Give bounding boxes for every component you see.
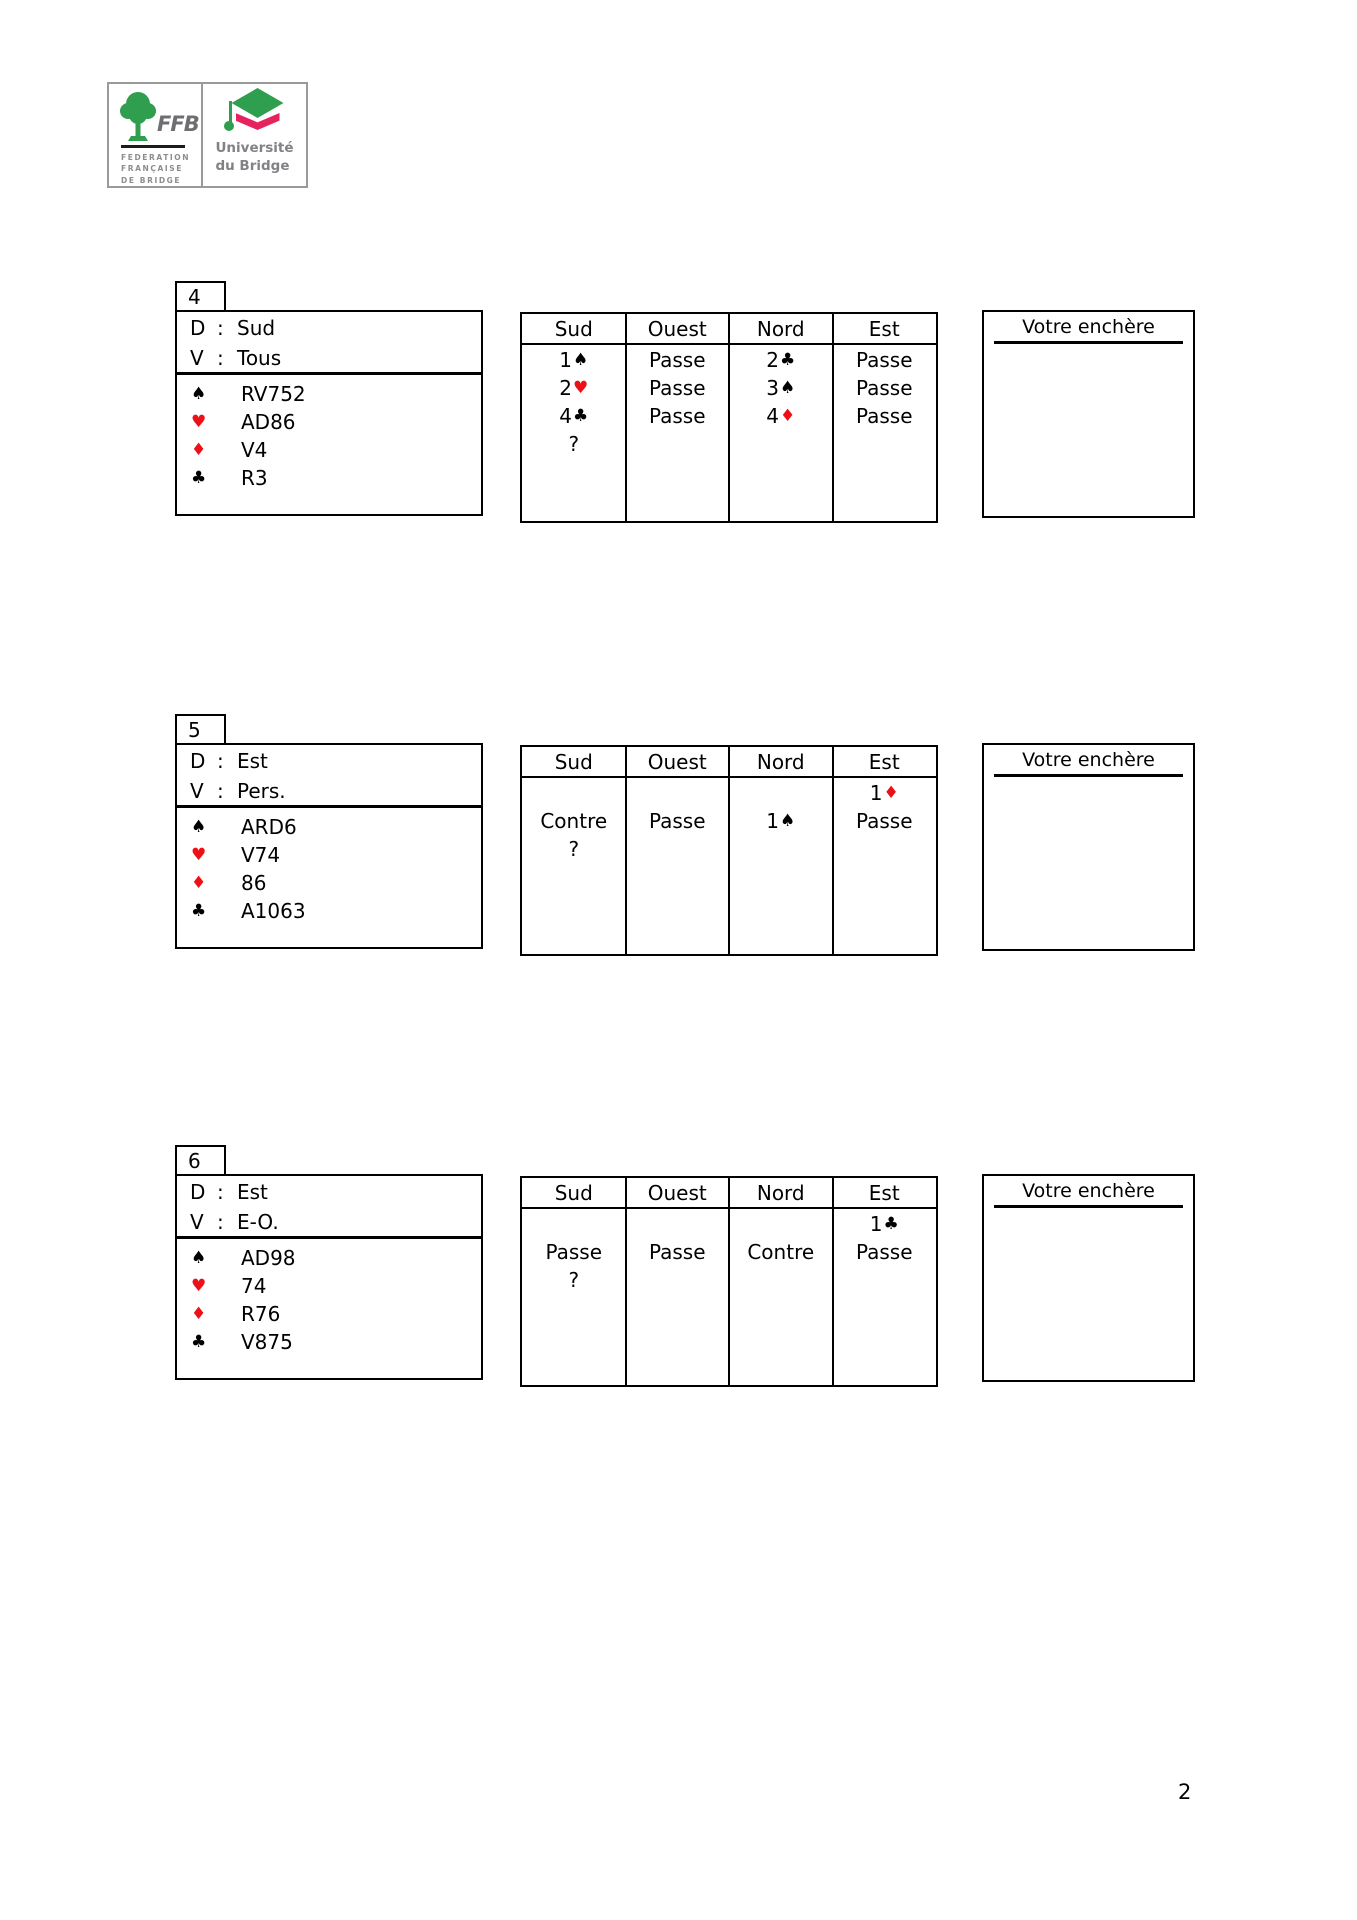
dealer-value: Est bbox=[237, 749, 268, 773]
your-bid-label: Votre enchère bbox=[1022, 1180, 1155, 1202]
club-icon: ♣ bbox=[883, 1213, 899, 1234]
bid-cell bbox=[626, 779, 730, 807]
bid-level: 1 bbox=[766, 809, 779, 833]
hand-cards: V4 bbox=[241, 438, 268, 462]
spade-icon: ♠ bbox=[191, 816, 207, 837]
bid-col-header: Sud bbox=[554, 1180, 593, 1205]
bid-cell: Passe bbox=[545, 1240, 603, 1264]
your-bid-box bbox=[982, 1174, 1195, 1382]
hand-row bbox=[191, 436, 481, 464]
universite-line: du Bridge bbox=[215, 157, 290, 174]
bid-col-header: Sud bbox=[554, 749, 593, 774]
club-icon: ♣ bbox=[779, 349, 796, 370]
problem-number: 5 bbox=[188, 717, 201, 742]
ffb-name-line: DE BRIDGE bbox=[121, 175, 182, 185]
bid-level: 1 bbox=[869, 1212, 883, 1236]
dealer-value: Sud bbox=[237, 316, 276, 340]
bid-cell bbox=[833, 779, 937, 807]
vul-label: V bbox=[190, 779, 204, 803]
hand-suits bbox=[177, 1239, 481, 1356]
hand-box bbox=[175, 310, 483, 516]
bid-cell: Contre bbox=[540, 809, 608, 833]
bid-cell bbox=[729, 346, 833, 374]
cap-board-shape bbox=[232, 88, 284, 118]
hand-cards: R76 bbox=[241, 1302, 281, 1326]
hand-suits bbox=[177, 808, 481, 925]
bid-level: 4 bbox=[559, 404, 572, 428]
hand-cards: 74 bbox=[241, 1274, 267, 1298]
diamond-icon: ♦ bbox=[191, 872, 207, 893]
bid-cell bbox=[522, 346, 626, 374]
ffb-full-name bbox=[121, 152, 199, 186]
bid-cell: Passe bbox=[855, 376, 913, 400]
bid-cell: ? bbox=[568, 432, 580, 456]
vul-label: V bbox=[190, 346, 204, 370]
column-divider bbox=[728, 1178, 730, 1385]
hand-row bbox=[191, 813, 481, 841]
hand-cards: ARD6 bbox=[241, 815, 297, 839]
bid-cell bbox=[626, 430, 730, 458]
bid-col-header: Nord bbox=[756, 1180, 805, 1205]
club-icon: ♣ bbox=[191, 467, 207, 488]
hand-row bbox=[191, 464, 481, 492]
diamond-icon: ♦ bbox=[191, 439, 207, 460]
hand-cards: R3 bbox=[241, 466, 268, 490]
heart-icon: ♥ bbox=[572, 377, 589, 398]
dealer-colon: : bbox=[217, 316, 224, 340]
heart-icon: ♥ bbox=[191, 411, 207, 432]
bid-cell bbox=[833, 1266, 937, 1294]
ffb-name-line: FRANÇAISE bbox=[121, 164, 184, 174]
problem-number-box bbox=[175, 1145, 226, 1176]
bid-cell bbox=[522, 402, 626, 430]
bid-level: 1 bbox=[559, 348, 572, 372]
diamond-icon: ♦ bbox=[779, 405, 796, 426]
dealer-row bbox=[190, 1177, 481, 1207]
spade-icon: ♠ bbox=[191, 383, 207, 404]
bid-level: 2 bbox=[559, 376, 572, 400]
your-bid-underline bbox=[994, 341, 1183, 344]
hand-row bbox=[191, 1328, 481, 1356]
spade-icon: ♠ bbox=[779, 377, 796, 398]
column-divider bbox=[832, 314, 834, 521]
column-divider bbox=[625, 747, 627, 954]
hand-row bbox=[191, 408, 481, 436]
hand-cards: V875 bbox=[241, 1330, 293, 1354]
bid-col-header: Ouest bbox=[647, 316, 707, 341]
deal-info bbox=[177, 1176, 481, 1239]
bid-level: 2 bbox=[766, 348, 779, 372]
vul-value: Tous bbox=[237, 346, 282, 370]
hand-row bbox=[191, 1244, 481, 1272]
dealer-row bbox=[190, 313, 481, 343]
dealer-colon: : bbox=[217, 1180, 224, 1204]
vul-colon: : bbox=[217, 1210, 224, 1234]
bid-cell: Passe bbox=[855, 348, 913, 372]
bid-cell bbox=[729, 374, 833, 402]
vul-colon: : bbox=[217, 346, 224, 370]
bid-cell bbox=[522, 374, 626, 402]
problem-number: 4 bbox=[188, 284, 201, 309]
vul-value: Pers. bbox=[237, 779, 286, 803]
your-bid-box bbox=[982, 743, 1195, 951]
dealer-label: D bbox=[190, 316, 206, 340]
deal-info bbox=[177, 312, 481, 375]
dealer-label: D bbox=[190, 1180, 206, 1204]
hand-row bbox=[191, 897, 481, 925]
hand-cards: RV752 bbox=[241, 382, 306, 406]
vulnerability-row bbox=[190, 1207, 481, 1237]
bid-col-header: Est bbox=[868, 1180, 900, 1205]
dealer-label: D bbox=[190, 749, 206, 773]
deal-info bbox=[177, 745, 481, 808]
bid-col-header: Sud bbox=[554, 316, 593, 341]
spade-icon: ♠ bbox=[191, 1247, 207, 1268]
bid-level: 3 bbox=[766, 376, 779, 400]
club-icon: ♣ bbox=[191, 1331, 207, 1352]
your-bid-underline bbox=[994, 774, 1183, 777]
hand-cards: AD86 bbox=[241, 410, 296, 434]
bid-cell bbox=[626, 1210, 730, 1238]
bid-cell: Passe bbox=[855, 404, 913, 428]
heart-icon: ♥ bbox=[191, 1275, 207, 1296]
bid-cell bbox=[729, 807, 833, 835]
ffb-divider-bar bbox=[121, 145, 185, 148]
bid-cell bbox=[833, 430, 937, 458]
problem-number-box bbox=[175, 281, 226, 312]
vulnerability-row bbox=[190, 343, 481, 373]
bid-cell: Passe bbox=[855, 1240, 913, 1264]
hand-box bbox=[175, 1174, 483, 1380]
problem-block bbox=[175, 714, 1205, 959]
page-number: 2 bbox=[1178, 1780, 1192, 1804]
your-bid-underline bbox=[994, 1205, 1183, 1208]
bidding-table bbox=[520, 745, 938, 956]
ffb-logo bbox=[107, 82, 308, 188]
ffb-acronym: FFB bbox=[157, 112, 199, 136]
bid-cell bbox=[729, 1210, 833, 1238]
cap-tassel bbox=[229, 101, 232, 122]
bid-col-header: Nord bbox=[756, 749, 805, 774]
hand-row bbox=[191, 869, 481, 897]
bid-cell bbox=[729, 779, 833, 807]
column-divider bbox=[728, 314, 730, 521]
club-icon: ♣ bbox=[572, 405, 589, 426]
bid-col-header: Est bbox=[868, 749, 900, 774]
bid-cell bbox=[729, 430, 833, 458]
bid-cell: Passe bbox=[648, 348, 706, 372]
bid-cell bbox=[833, 835, 937, 863]
diamond-icon: ♦ bbox=[191, 1303, 207, 1324]
heart-icon: ♥ bbox=[191, 844, 207, 865]
bid-cell: Passe bbox=[648, 376, 706, 400]
bid-cell: Passe bbox=[648, 1240, 706, 1264]
bid-cell bbox=[522, 779, 626, 807]
spade-icon: ♠ bbox=[779, 810, 796, 831]
bid-cell: ? bbox=[568, 1268, 580, 1292]
bid-level: 1 bbox=[869, 781, 883, 805]
bid-cell: Passe bbox=[648, 809, 706, 833]
bid-cell: Passe bbox=[648, 404, 706, 428]
column-divider bbox=[728, 747, 730, 954]
bid-cell bbox=[729, 835, 833, 863]
vul-value: E-O. bbox=[237, 1210, 279, 1234]
hand-suits bbox=[177, 375, 481, 492]
dealer-value: Est bbox=[237, 1180, 268, 1204]
spade-icon: ♠ bbox=[572, 349, 589, 370]
hand-cards: A1063 bbox=[241, 899, 306, 923]
ffb-logo-panel bbox=[109, 84, 203, 186]
bid-cell bbox=[626, 1266, 730, 1294]
hand-box bbox=[175, 743, 483, 949]
bid-cell bbox=[522, 1210, 626, 1238]
your-bid-label: Votre enchère bbox=[1022, 749, 1155, 771]
bid-cell bbox=[833, 1210, 937, 1238]
bidding-table bbox=[520, 312, 938, 523]
cap-tassel-knob bbox=[224, 121, 234, 131]
bid-level: 4 bbox=[766, 404, 779, 428]
bidding-table bbox=[520, 1176, 938, 1387]
hand-cards: AD98 bbox=[241, 1246, 296, 1270]
graduation-cap-icon bbox=[220, 88, 290, 138]
bid-cell: ? bbox=[568, 837, 580, 861]
problem-number-box bbox=[175, 714, 226, 745]
column-divider bbox=[625, 314, 627, 521]
bid-cell: Contre bbox=[747, 1240, 815, 1264]
universite-line: Université bbox=[215, 140, 294, 156]
hand-row bbox=[191, 841, 481, 869]
hand-cards: V74 bbox=[241, 843, 281, 867]
hand-row bbox=[191, 380, 481, 408]
column-divider bbox=[625, 1178, 627, 1385]
problem-number: 6 bbox=[188, 1148, 201, 1173]
dealer-colon: : bbox=[217, 749, 224, 773]
hand-row bbox=[191, 1300, 481, 1328]
dealer-row bbox=[190, 746, 481, 776]
vul-colon: : bbox=[217, 779, 224, 803]
vulnerability-row bbox=[190, 776, 481, 806]
bid-cell bbox=[729, 402, 833, 430]
universite-label bbox=[215, 140, 293, 175]
bid-cell bbox=[626, 835, 730, 863]
ffb-name-line: FEDERATION bbox=[121, 153, 191, 162]
bid-col-header: Ouest bbox=[647, 749, 707, 774]
your-bid-box bbox=[982, 310, 1195, 518]
problem-block bbox=[175, 281, 1205, 526]
hand-row bbox=[191, 1272, 481, 1300]
universite-logo-panel bbox=[203, 84, 306, 186]
bid-col-header: Nord bbox=[756, 316, 805, 341]
problem-block bbox=[175, 1145, 1205, 1390]
vul-label: V bbox=[190, 1210, 204, 1234]
club-icon: ♣ bbox=[191, 900, 207, 921]
tree-icon bbox=[119, 90, 157, 142]
bid-cell: Passe bbox=[855, 809, 913, 833]
diamond-icon: ♦ bbox=[883, 782, 899, 803]
column-divider bbox=[832, 1178, 834, 1385]
hand-cards: 86 bbox=[241, 871, 267, 895]
ffb-tree-row bbox=[115, 88, 199, 144]
your-bid-label: Votre enchère bbox=[1022, 316, 1155, 338]
bid-cell bbox=[729, 1266, 833, 1294]
column-divider bbox=[832, 747, 834, 954]
bid-col-header: Est bbox=[868, 316, 900, 341]
bid-col-header: Ouest bbox=[647, 1180, 707, 1205]
